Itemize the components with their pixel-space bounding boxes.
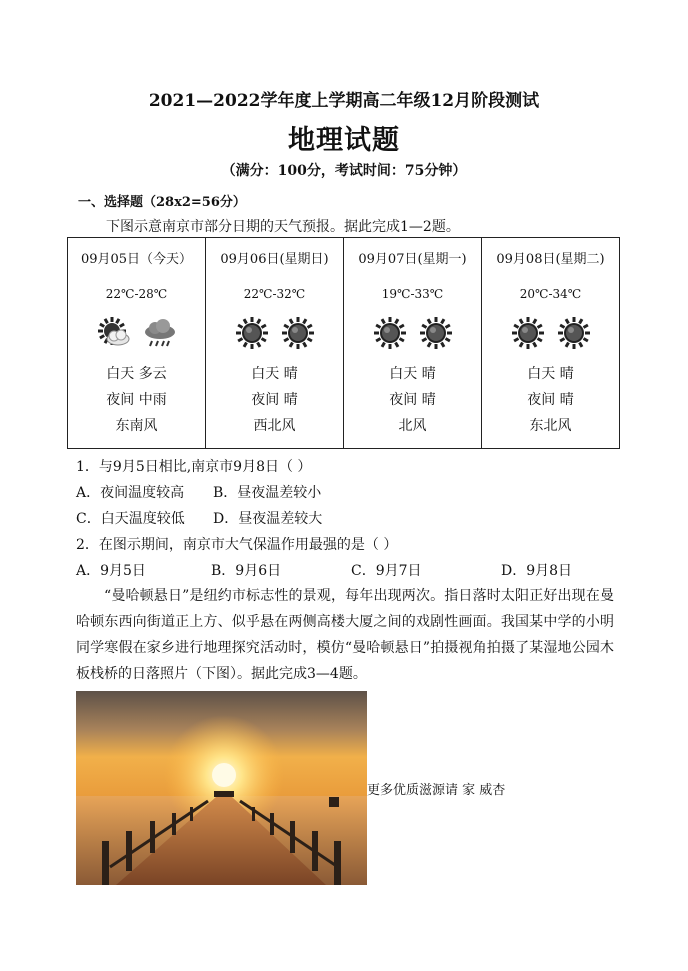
forecast-day-weather: 白天 晴 [251, 366, 298, 382]
weather-icons [344, 315, 481, 351]
forecast-date: 09月07日(星期一) [358, 252, 467, 267]
passage-text: “曼哈顿悬日”是纽约市标志性的景观，每年出现两次。指日落时太阳正好出现在曼哈顿东西向街道正上方、似乎悬在两侧高楼大厦之间的戏剧性画面。我国某中学的小明同学寒假在家乡进行地理探究活动时，模仿“曼哈顿悬日”拍摄视角拍摄了某湿地公园木板栈桥的日落照片（下图）。据此完成3—4题。 [76, 588, 614, 682]
forecast-date: 09月06日(星期日) [220, 252, 329, 267]
rain-cloud-icon [142, 315, 178, 351]
option-a: A．夜间温度较高 [76, 485, 185, 501]
sun-icon [510, 315, 546, 351]
option-d: D．昼夜温差较大 [213, 511, 323, 527]
question-1-options-row-2 [76, 508, 322, 528]
forecast-day-cell [344, 238, 482, 449]
exam-title: 地理试题 [288, 125, 400, 156]
forecast-wind: 东南风 [115, 418, 158, 434]
forecast-temperature: 19℃-33℃ [381, 287, 444, 301]
side-note: 更多优质滋源请 家 威杏 [367, 783, 506, 798]
forecast-day-weather: 白天 晴 [527, 366, 574, 382]
option-d: D．9月8日 [501, 563, 573, 579]
forecast-night-weather: 夜间 晴 [251, 392, 298, 408]
question-1-options-row-1 [76, 482, 321, 502]
forecast-night-weather: 夜间 晴 [389, 392, 436, 408]
partly-cloudy-icon [96, 315, 132, 351]
option-c: C．9月7日 [351, 563, 422, 579]
sun-icon [372, 315, 408, 351]
sun-icon [418, 315, 454, 351]
forecast-wind: 西北风 [253, 418, 296, 434]
sun-icon [234, 315, 270, 351]
forecast-day-cell [206, 238, 344, 449]
forecast-temperature: 20℃-34℃ [519, 287, 582, 301]
weather-icons [206, 315, 343, 351]
forecast-day-weather: 白天 多云 [106, 366, 167, 382]
exam-info: （满分：100分，考试时间：75分钟） [221, 163, 467, 179]
forecast-date: 09月08日(星期二) [496, 252, 605, 267]
section-heading: 一、选择题（28x2=56分） [78, 195, 246, 210]
forecast-wind: 东北风 [529, 418, 572, 434]
option-a: A．9月5日 [76, 563, 146, 579]
forecast-temperature: 22℃-28℃ [105, 287, 168, 301]
question-intro: 下图示意南京市部分日期的天气预报。据此完成1—2题。 [106, 219, 460, 235]
forecast-temperature: 22℃-32℃ [243, 287, 306, 301]
forecast-wind: 北风 [398, 418, 427, 434]
forecast-night-weather: 夜间 中雨 [106, 392, 167, 408]
forecast-day-weather: 白天 晴 [389, 366, 436, 382]
exam-header: 2021—2022学年度上学期高二年级12月阶段测试 [148, 91, 540, 111]
question-1-stem: 1．与9月5日相比,南京市9月8日（ ） [76, 459, 312, 475]
option-b: B．昼夜温差较小 [213, 485, 322, 501]
weather-forecast-table [67, 237, 620, 449]
sun-icon [280, 315, 316, 351]
option-b: B．9月6日 [211, 563, 282, 579]
question-2-options [76, 560, 572, 580]
forecast-night-weather: 夜间 晴 [527, 392, 574, 408]
sun-icon [556, 315, 592, 351]
option-c: C．白天温度较低 [76, 511, 185, 527]
forecast-date: 09月05日（今天） [80, 252, 193, 267]
forecast-day-cell [482, 238, 620, 449]
sunset-pier-photo [76, 691, 367, 885]
question-2-stem: 2．在图示期间，南京市大气保温作用最强的是（ ） [76, 537, 398, 553]
weather-icons [482, 315, 619, 351]
weather-icons [68, 315, 205, 351]
forecast-day-cell [68, 238, 206, 449]
